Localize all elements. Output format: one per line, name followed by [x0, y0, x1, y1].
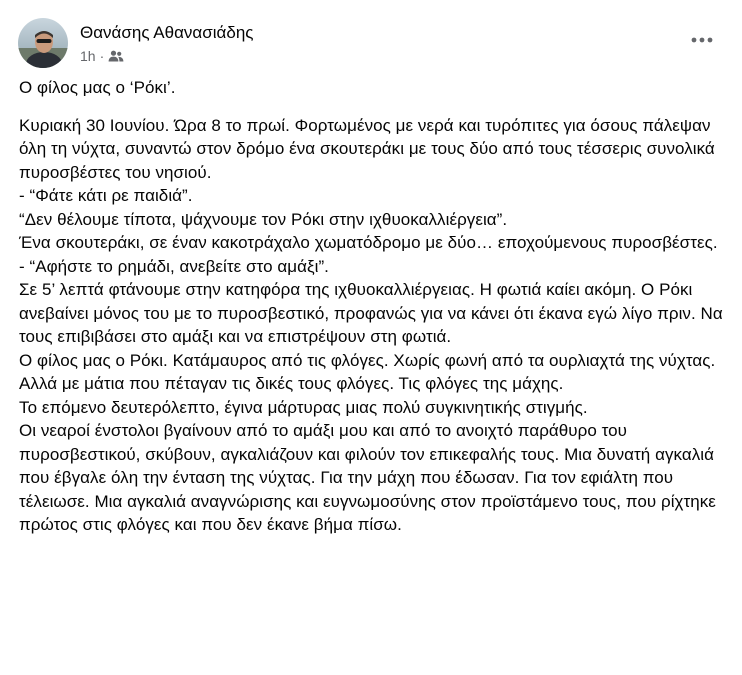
post-text	[19, 76, 723, 537]
profile-photo	[18, 18, 68, 68]
separator-dot: ·	[99, 47, 105, 64]
author-name[interactable]: Θανάσης Αθανασιάδης	[80, 22, 254, 42]
more-horizontal-icon	[691, 37, 713, 43]
post-paragraph: “Δεν θέλουμε τίποτα, ψάχνουμε τον Ρόκι στην ιχθυοκαλλιέργεια”.	[19, 209, 508, 229]
post-header	[18, 17, 253, 69]
friends-icon[interactable]	[108, 50, 124, 63]
post-paragraph: Κυριακή 30 Ιουνίου. Ώρα 8 το πρωί. Φορτωμένος με νερά και τυρόπιτες για όσους πάλεψαν όλη τη νύχτα, συναντώ στον δρόμο ένα σκουτεράκι με τους δύο από τους τέσσερις συνολικά πυροσβέστες του νησιού.	[19, 115, 715, 182]
post-body	[19, 114, 723, 537]
post-subline	[80, 48, 253, 65]
more-options-button[interactable]	[684, 26, 720, 54]
post-meta	[80, 22, 253, 65]
post-paragraph: - “Αφήστε το ρημάδι, ανεβείτε στο αμάξι”.	[19, 256, 329, 276]
post-paragraph: Οι νεαροί ένστολοι βγαίνουν από το αμάξι μου και από το ανοιχτό παράθυρο του πυροσβεστικού, σκύβουν, αγκαλιάζουν και φιλούν τον επικεφαλής τους. Μια δυνατή αγκαλιά που έβγαλε όλη την ένταση της νύχτας. Για την μάχη που έδωσαν. Για τον εφιάλτη που τέλειωσε. Μια αγκαλιά αναγνώρισης και ευγνωμοσύνης στον προϊστάμενο τους, που ρίχτηκε πρώτος στις φλόγες και που δεν έκανε βήμα πίσω.	[19, 421, 716, 534]
post-paragraph: - “Φάτε κάτι ρε παιδιά”.	[19, 186, 193, 205]
post-paragraph: Το επόμενο δευτερόλεπτο, έγινα μάρτυρας μιας πολύ συγκινητικής στιγμής.	[19, 397, 588, 417]
post-timestamp[interactable]: 1h	[80, 47, 96, 64]
avatar[interactable]	[18, 18, 68, 68]
post-title: Ο φίλος μας ο ‘Ρόκι’.	[19, 78, 176, 97]
post-paragraph: Ένα σκουτεράκι, σε έναν κακοτράχαλο χωματόδρομο με δύο… εποχούμενους πυροσβέστες.	[19, 233, 718, 252]
post-paragraph: Ο φίλος μας ο Ρόκι. Κατάμαυρος από τις φλόγες. Χωρίς φωνή από τα ουρλιαχτά της νύχτας. Αλλά με μάτια που πέταγαν τις δικές τους φλόγες. Τις φλόγες της μάχης.	[19, 350, 716, 393]
post-paragraph: Σε 5’ λεπτά φτάνουμε στην κατηφόρα της ιχθυοκαλλιέργειας. Η φωτιά καίει ακόμη. Ο Ρόκι ανεβαίνει μόνος του με το πυροσβεστικό, προφανώς για να κάνει ότι έκανα εγώ λίγο πριν. Να τους επιβιβάσει στο αμάξι και να επιστρέψουν στη φωτιά.	[19, 280, 723, 346]
